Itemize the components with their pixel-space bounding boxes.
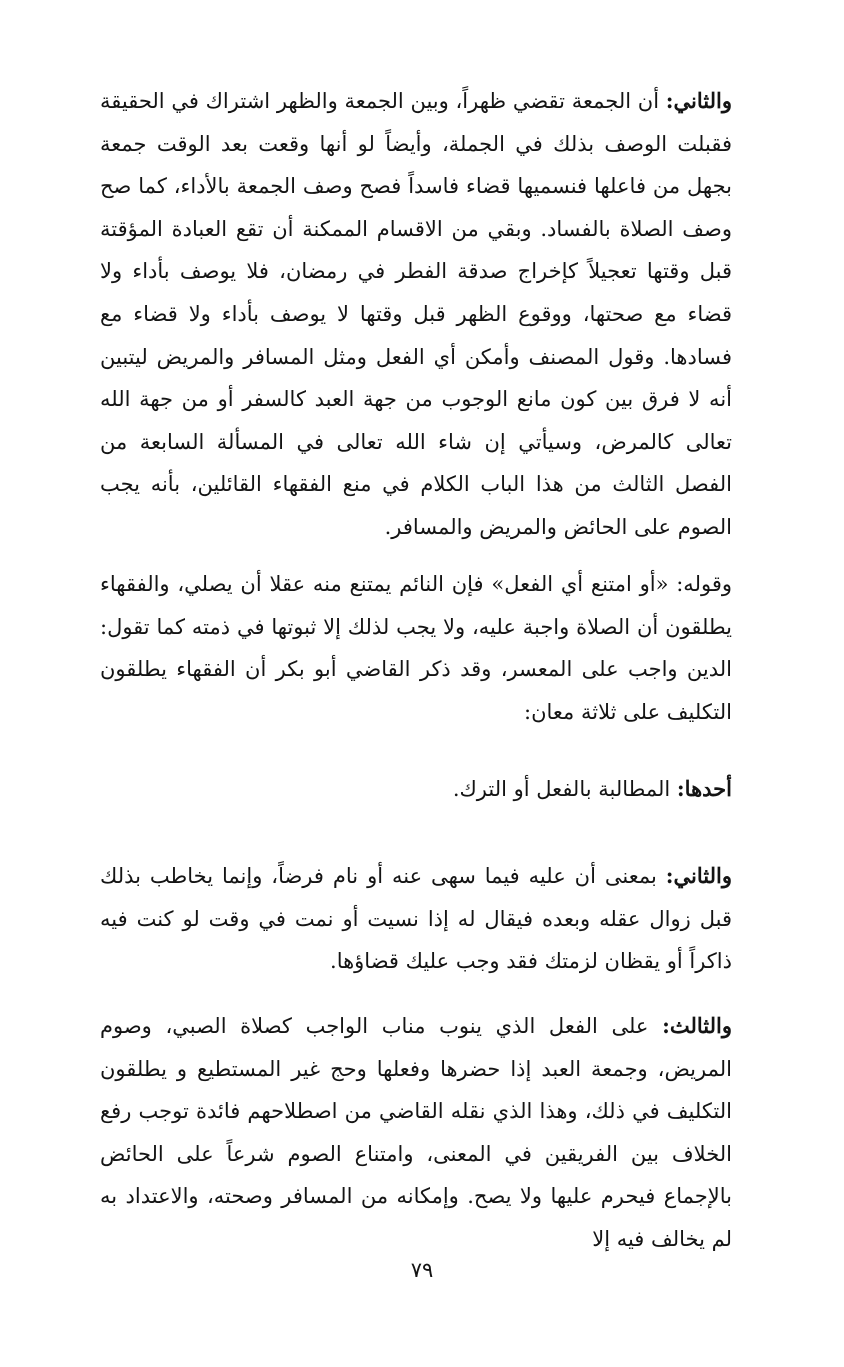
paragraph-text: على الفعل الذي ينوب مناب الواجب كصلاة الصبي، وصوم المريض، وجمعة العبد إذا حضرها وفعلها وحج غير المستطيع و يطلقون التكليف في ذلك، وهذا الذي نقله القاضي من اصطلاحهم فائدة توجب رفع الخلاف بين الفريقين في المعنى، وامتناع الصوم شرعاً على الحائض بالإجماع فيحرم عليها ولا يصح. وإمكانه من المسافر وصحته، والاعتداد به لم يخالف فيه إلا [100,1014,732,1251]
paragraph-text: وقوله: «أو امتنع أي الفعل» فإن النائم يمتنع منه عقلا أن يصلي، والفقهاء يطلقون أن الصلاة واجبة عليه، ولا يجب لذلك إلا ثبوتها في ذمته كما تقول: الدين واجب على المعسر، وقد ذكر القاضي أبو بكر أن الفقهاء يطلقون التكليف على ثلاثة معان: [100,572,732,724]
paragraph-second-point [100,80,732,549]
paragraph-text: بمعنى أن عليه فيما سهى عنه أو نام فرضاً، وإنما يخاطب بذلك قبل زوال عقله وبعده فيقال له إذا نسيت أو نمت في وقت لو كنت فيه ذاكراً أو يقظان لزمتك فقد وجب عليك قضاؤها. [100,864,732,974]
paragraph-meaning-three [100,1005,732,1261]
paragraph-quote-discussion [100,563,732,733]
paragraph-meaning-one [100,768,732,811]
paragraph-text: أن الجمعة تقضي ظهراً، وبين الجمعة والظهر اشتراك في الحقيقة فقبلت الوصف بذلك في الجملة، وأيضاً لو أنها وقعت بعد الوقت جمعة بجهل من فاعلها فنسميها قضاء فاسداً فصح وصف الجمعة بالأداء، كما صح وصف الصلاة بالفساد. وبقي من الاقسام الممكنة أن تقع العبادة المؤقتة قبل وقتها تعجيلاً كإخراج صدقة الفطر في رمضان، فلا يوصف بأداء ولا قضاء مع صحتها، ووقوع الظهر قبل وقتها لا يوصف بأداء ولا قضاء مع فسادها. وقول المصنف وأمكن أي الفعل ومثل المسافر والمريض ليتبين أنه لا فرق بين كون مانع الوجوب من جهة العبد كالسفر أو من جهة الله تعالى كالمرض، وسيأتي إن شاء الله تعالى في المسألة السابعة من الفصل الثالث من هذا الباب الكلام في منع الفقهاء القائلين، بأنه يجب الصوم على الحائض والمريض والمسافر. [100,89,732,539]
paragraph-text: المطالبة بالفعل أو الترك. [452,777,677,801]
paragraph-lead: أحدها: [676,776,732,801]
paragraph-lead: والثالث: [662,1013,732,1038]
paragraph-meaning-two [100,855,732,983]
paragraph-lead: والثاني: [665,88,732,113]
page-number: ٧٩ [410,1258,434,1282]
paragraph-lead: والثاني: [665,863,732,888]
